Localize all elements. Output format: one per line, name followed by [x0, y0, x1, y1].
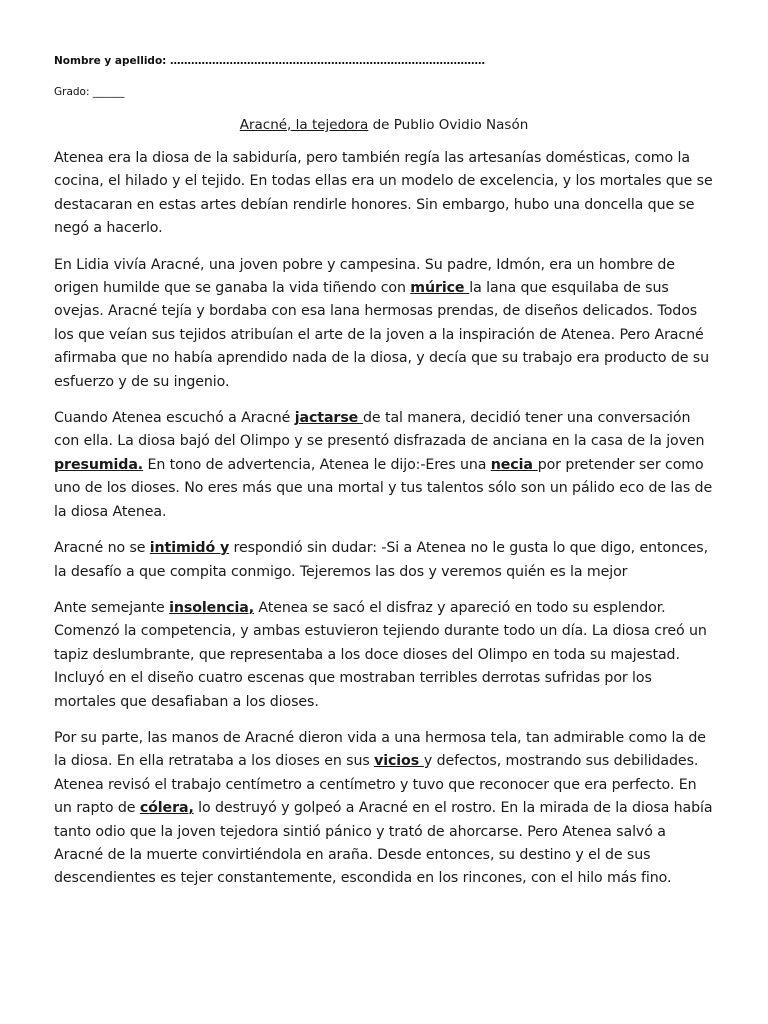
paragraph-3-text-d: por pretender ser como uno de los dioses. No eres más que una mortal y tus talentos sólo son un pálido eco de las de la diosa Atenea. — [54, 456, 713, 520]
paragraph-3 — [54, 407, 718, 524]
paragraph-1: Atenea era la diosa de la sabiduría, pero también regía las artesanías domésticas, como la cocina, el hilado y el tejido. En todas ellas era un modelo de excelencia, y los mortales que se destacaran en estas artes debían rendirle honores. Sin embargo, hubo una doncella que se negó a hacerlo. — [54, 150, 713, 237]
keyword-presumida: presumida. — [54, 456, 144, 473]
story-title-work: Aracné, la tejedora — [239, 117, 369, 133]
keyword-insolencia: insolencia, — [169, 599, 254, 616]
paragraph-2-text-a: En Lidia vivía Aracné, una joven pobre y campesina. Su padre, Idmón, era un hombre de origen humilde que se ganaba la vida tiñendo con — [54, 256, 675, 297]
keyword-jactarse: jactarse — [294, 410, 364, 427]
keyword-intimido: intimidó y — [149, 540, 230, 557]
grade-field-label: Grado: ______ — [54, 86, 125, 98]
paragraph-3-text-a: Cuando Atenea escuchó a Aracné — [54, 410, 295, 427]
paragraph-6-text-b: y defectos, mostrando sus debilidades. Atenea revisó el trabajo centímetro a centímetro y tuvo que reconocer que era perfecto. En un rapto de — [54, 753, 699, 817]
paragraph-5-text-b: Atenea se sacó el disfraz y apareció en todo su esplendor. Comenzó la competencia, y ambas estuvieron tejiendo durante todo un día. La diosa creó un tapiz deslumbrante, que representaba a los doce dioses del Olimpo en toda su majestad. Incluyó en el diseño cuatro escenas que mostraban terribles derrotas sufridas por los mortales que desafiaban a los dioses. — [54, 599, 707, 710]
paragraph-6 — [54, 727, 718, 891]
name-field-label: Nombre y apellido: ……………………………………………………………………………… — [54, 55, 486, 67]
paragraph-5 — [54, 597, 718, 714]
paragraph-4-text-b: respondió sin dudar: -Si a Atenea no le gusta lo que digo, entonces, la desafío a que compita conmigo. Tejeremos las dos y veremos quién es la mejor — [54, 540, 708, 580]
paragraph-3-text-c: En tono de advertencia, Atenea le dijo:-Eres una — [143, 456, 491, 473]
paragraph-6-text-a: Por su parte, las manos de Aracné dieron vida a una hermosa tela, tan admirable como la de la diosa. En ella retrataba a los dioses en sus — [54, 729, 706, 770]
paragraph-3-text-b: de tal manera, decidió tener una conversación con ella. La diosa bajó del Olimpo y se presentó disfrazada de anciana en la casa de la joven — [54, 410, 705, 450]
paragraph-2-text-b: la lana que esquilaba de sus ovejas. Aracné tejía y bordaba con esa lana hermosas prendas, de diseños delicados. Todos los que veían sus tejidos atribuían el arte de la joven a la inspiración de Atenea. Pero Aracné afirmaba que no había aprendido nada de la diosa, y decía que su trabajo era producto de su esfuerzo y de su ingenio. — [54, 280, 709, 390]
keyword-colera: cólera, — [139, 800, 194, 817]
story-body — [54, 147, 718, 904]
paragraph-5-text-a: Ante semejante — [54, 599, 170, 616]
keyword-vicios: vicios — [374, 753, 424, 770]
paragraph-6-text-c: lo destruyó y golpeó a Aracné en el rostro. En la mirada de la diosa había tanto odio que la joven tejedora sintió pánico y trató de ahorcarse. Pero Atenea salvó a Aracné de la muerte convirtiéndola en araña. Desde entonces, su destino y el de sus descendientes es tejer constantemente, escondida en los rincones, con el hilo más fino. — [54, 800, 713, 887]
paragraph-2 — [54, 254, 718, 394]
paragraph-4 — [54, 537, 718, 584]
story-title — [0, 117, 768, 133]
keyword-necia: necia — [490, 456, 538, 473]
keyword-murice: múrice — [410, 280, 470, 297]
story-title-author: de Publio Ovidio Nasón — [372, 117, 529, 133]
paragraph-4-text-a: Aracné no se — [54, 540, 150, 557]
